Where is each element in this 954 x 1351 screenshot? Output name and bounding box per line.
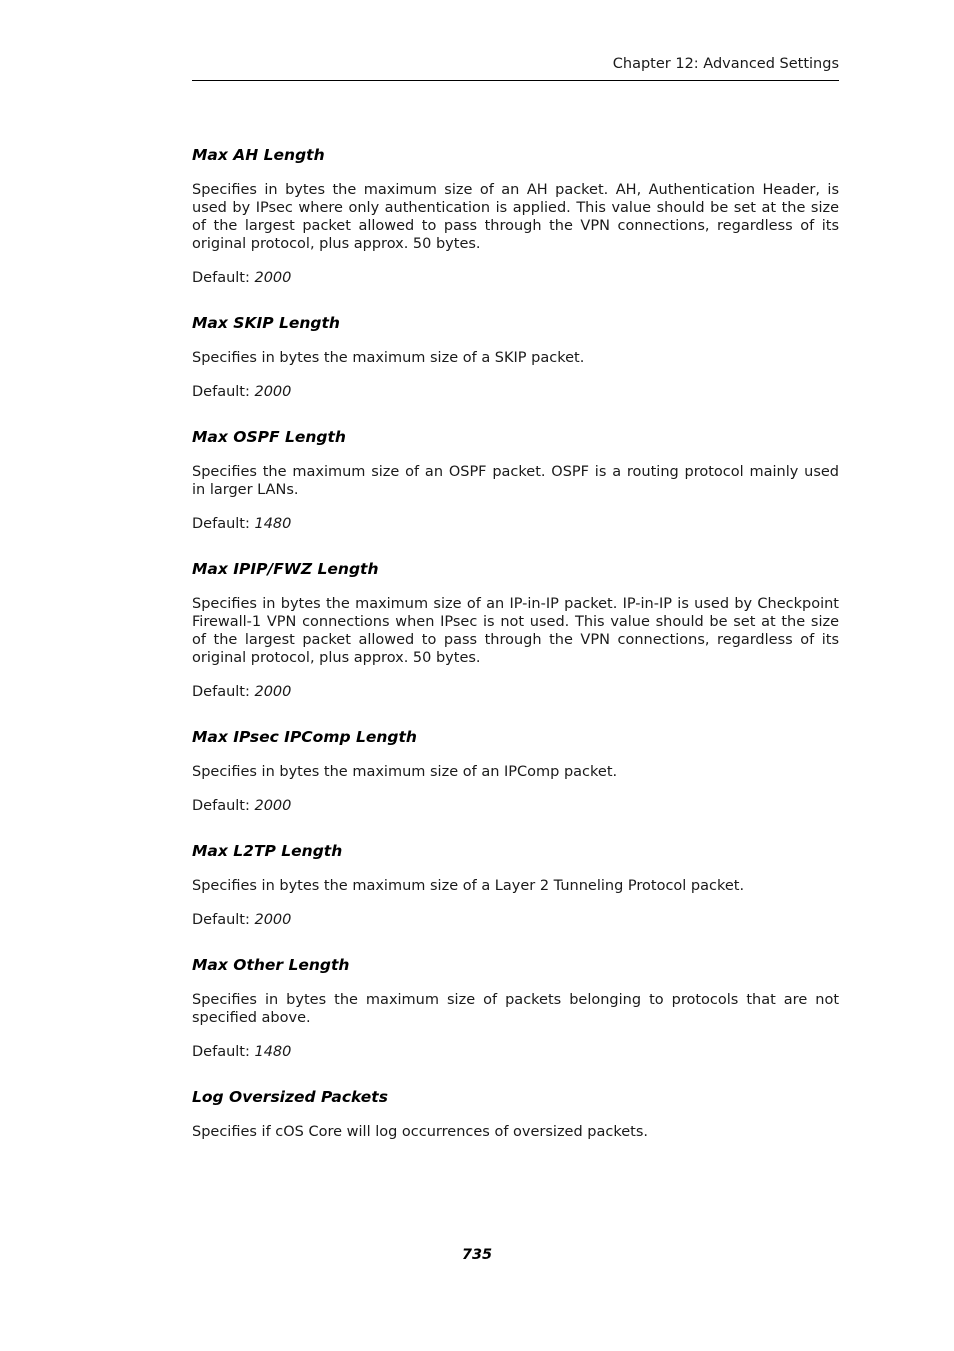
default-value: 2000	[254, 384, 292, 400]
section-max-skip-length	[192, 313, 839, 401]
section-max-ah-length	[192, 145, 839, 287]
section-max-ospf-length	[192, 427, 839, 533]
default-label: Default:	[192, 270, 250, 286]
section-description: Specifies if cOS Core will log occurrences of oversized packets.	[192, 1124, 649, 1140]
default-line	[192, 383, 839, 401]
default-line	[192, 911, 839, 929]
chapter-title: Chapter 12: Advanced Settings	[612, 56, 839, 72]
section-title: Max Other Length	[192, 956, 350, 974]
section-description: Specifies in bytes the maximum size of an IPComp packet.	[192, 764, 618, 780]
section-max-ipip-fwz-length	[192, 559, 839, 701]
section-title: Max OSPF Length	[192, 428, 346, 446]
section-log-oversized-packets	[192, 1087, 839, 1141]
default-line	[192, 1043, 839, 1061]
default-value: 1480	[254, 1044, 292, 1060]
section-title: Log Oversized Packets	[192, 1088, 388, 1106]
section-description: Specifies in bytes the maximum size of an AH packet. AH, Authentication Header, is used by IPsec where only authentication is applied. This value should be set at the size of the largest packet allowed to pass through the VPN connections, regardless of its original protocol, plus approx. 50 bytes.	[192, 182, 839, 252]
default-line	[192, 269, 839, 287]
page-number: 735	[461, 1247, 493, 1263]
section-max-other-length	[192, 955, 839, 1061]
default-label: Default:	[192, 384, 250, 400]
default-label: Default:	[192, 1044, 250, 1060]
default-value: 2000	[254, 684, 292, 700]
page-content	[192, 145, 839, 1157]
section-title: Max IPIP/FWZ Length	[192, 560, 379, 578]
default-label: Default:	[192, 684, 250, 700]
page-header	[192, 55, 839, 81]
section-description: Specifies in bytes the maximum size of an IP-in-IP packet. IP-in-IP is used by Checkpoint Firewall-1 VPN connections when IPsec is not used. This value should be set at the size of the largest packet allowed to pass through the VPN connections, regardless of its original protocol, plus approx. 50 bytes.	[192, 596, 839, 666]
default-value: 2000	[254, 798, 292, 814]
default-label: Default:	[192, 912, 250, 928]
default-value: 2000	[254, 912, 292, 928]
section-description: Specifies in bytes the maximum size of a Layer 2 Tunneling Protocol packet.	[192, 878, 745, 894]
default-line	[192, 683, 839, 701]
section-description: Specifies in bytes the maximum size of a SKIP packet.	[192, 350, 585, 366]
section-description: Specifies the maximum size of an OSPF packet. OSPF is a routing protocol mainly used in larger LANs.	[192, 464, 839, 498]
default-line	[192, 515, 839, 533]
section-title: Max AH Length	[192, 146, 325, 164]
default-label: Default:	[192, 516, 250, 532]
section-max-l2tp-length	[192, 841, 839, 929]
default-value: 1480	[254, 516, 292, 532]
section-max-ipsec-ipcomp-length	[192, 727, 839, 815]
section-title: Max SKIP Length	[192, 314, 340, 332]
default-line	[192, 797, 839, 815]
section-title: Max IPsec IPComp Length	[192, 728, 417, 746]
default-label: Default:	[192, 798, 250, 814]
default-value: 2000	[254, 270, 292, 286]
section-description: Specifies in bytes the maximum size of packets belonging to protocols that are not specified above.	[192, 992, 839, 1026]
section-title: Max L2TP Length	[192, 842, 343, 860]
